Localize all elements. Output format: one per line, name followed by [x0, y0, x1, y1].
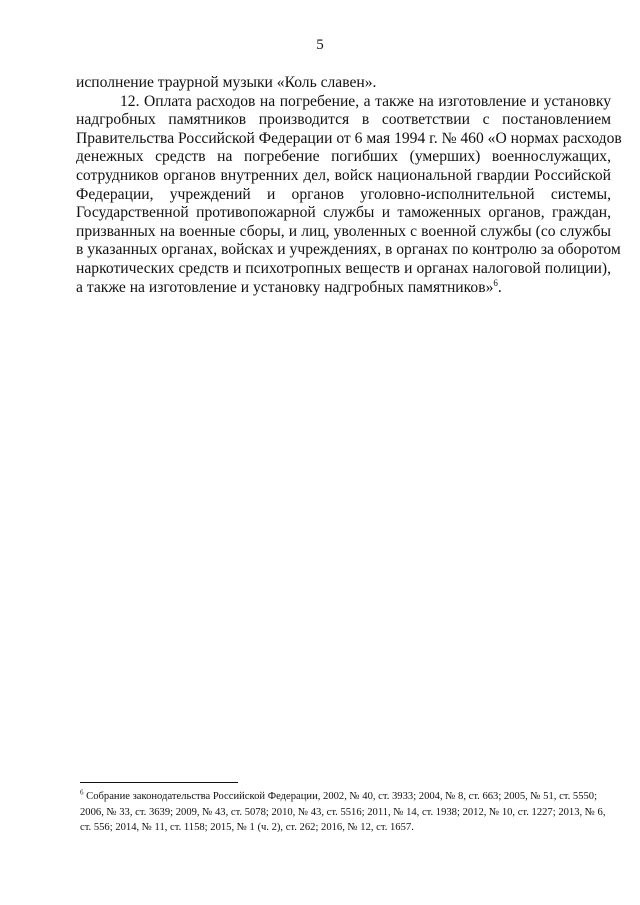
paragraph-last-line-text: а также на изготовление и установку надгробных памятников» — [76, 278, 494, 296]
paragraph-line: надгробных памятников производится в соответствии с постановлением — [76, 111, 611, 129]
paragraph-line: Правительства Российской Федерации от 6 мая 1994 г. № 460 «О нормах расходов — [76, 129, 622, 147]
footnote-separator — [80, 782, 238, 783]
paragraph-12 — [76, 92, 622, 298]
paragraph-end-punctuation: . — [497, 278, 502, 296]
footnote-marker: 6 — [80, 788, 84, 797]
footnote — [80, 789, 612, 836]
page-number: 5 — [316, 37, 324, 53]
paragraph-last-line — [76, 279, 611, 298]
paragraph-tail: исполнение траурной музыки «Коль славен». — [76, 74, 377, 91]
paragraph-line: денежных средств на погребение погибших (умерших) военнослужащих, — [76, 148, 611, 166]
paragraph-line: сотрудников органов внутренних дел, войск национальной гвардии Российской — [76, 166, 611, 184]
paragraph-line: Федерации, учреждений и органов уголовно-исполнительной системы, — [76, 185, 611, 203]
footnote-reference[interactable]: 6 — [493, 277, 498, 288]
paragraph-line: 12. Оплата расходов на погребение, а также на изготовление и установку — [120, 92, 611, 110]
paragraph-line: наркотических средств и психотропных веществ и органах налоговой полиции), — [76, 259, 611, 277]
document-body — [76, 74, 622, 297]
paragraph-line: в указанных органах, войсках и учреждениях, в органах по контролю за оборотом — [76, 241, 621, 259]
paragraph-line: призванных на военные сборы, и лиц, уволенных с военной службы (со службы — [76, 222, 611, 240]
paragraph-line: Государственной противопожарной службы и таможенных органов, граждан, — [76, 204, 611, 222]
footnote-text: Собрание законодательства Российской Федерации, 2002, № 40, ст. 3933; 2004, № 8, ст. 663; 2005, № 51, ст. 5550; 2006, № 33, ст. 3639; 2009, № 43, ст. 5078; 2010, № 43, ст. 5516; 2011, № 14, ст. 1938; 2012, № 10, ст. 1227; 2013, № 6, ст. 556; 2014, № 11, ст. 1158; 2015, № 1 (ч. 2), ст. 262; 2016, № 12, ст. 1657. — [80, 791, 606, 833]
